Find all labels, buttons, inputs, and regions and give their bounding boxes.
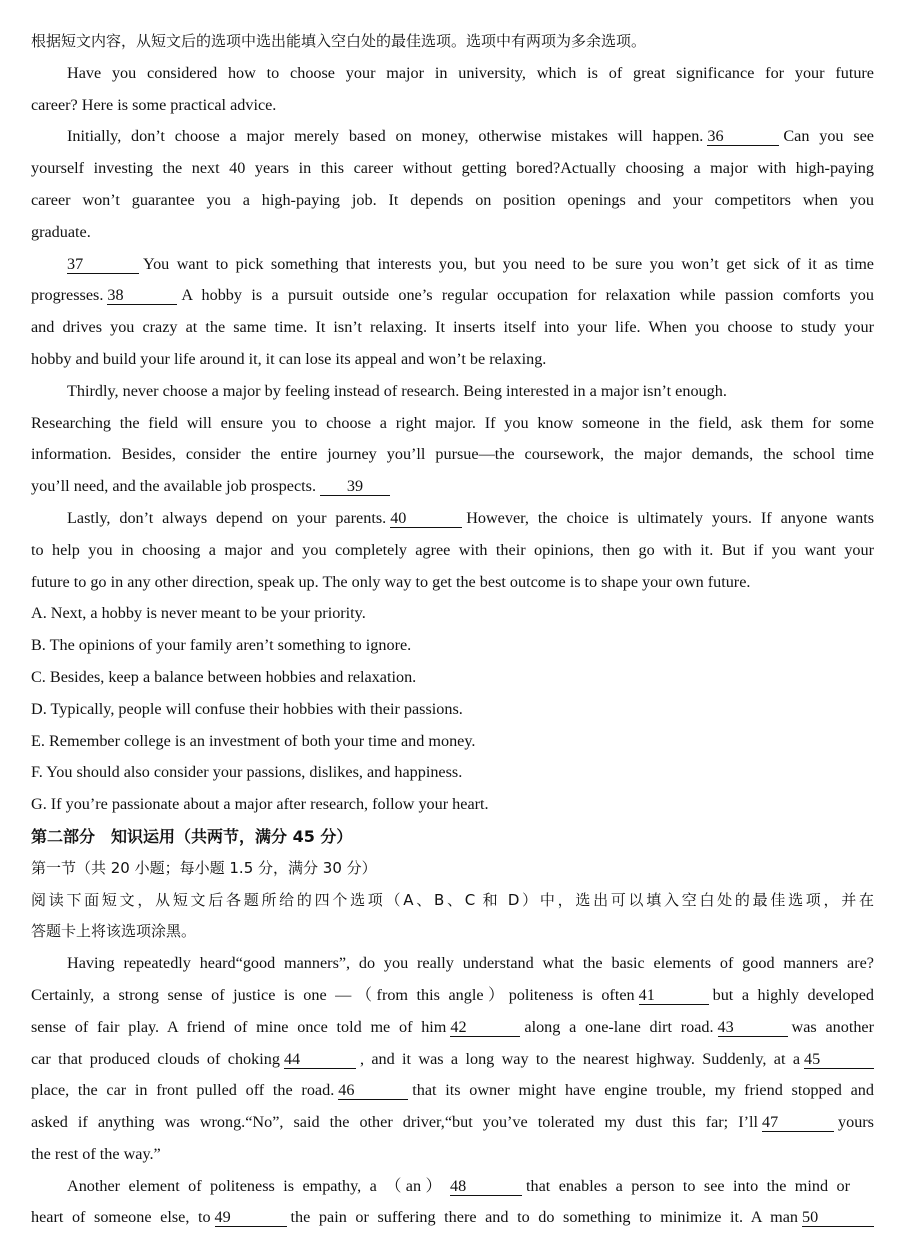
blank-43: 43 [718,1018,788,1037]
passage-line: Having repeatedly heard“good manners”, do you really understand what the basic elements of good manners are? [67,954,874,973]
option-b: B. The opinions of your family aren’t something to ignore. [31,636,412,655]
instruction-text: 根据短文内容，从短文后的选项中选出能填入空白处的最佳选项。选项中有两项为多余选项。 [31,32,647,50]
passage-line: asked if anything was wrong.“No”, said the other driver,“but you’ve tolerated my dust this far; I’ll 47 yours [31,1113,874,1132]
passage-line: heart of someone else, to 49 the pain or suffering there and to do something to minimize it. A man 50 [31,1202,874,1234]
passage-line: Another element of politeness is empathy, a （an） 48 that enables a person to see into the mind or [67,1176,850,1195]
passage-line: car that produced clouds of choking 44 , and it was a long way to the nearest highway. Suddenly, at a 45 [31,1044,874,1076]
blank-47: 47 [762,1113,834,1132]
passage-line: you’ll need, and the available job prospects. 39 [31,471,874,503]
section-title: 第一节（共 20 小题；每小题 1.5 分，满分 30 分） [31,858,377,877]
option-a: A. Next, a hobby is never meant to be your priority. [31,604,366,623]
instruction-text: 阅读下面短文，从短文后各题所给的四个选项（A、B、C 和 D）中，选出可以填入空白处的最佳选项，并在 [31,890,874,909]
passage-line: Thirdly, never choose a major by feeling instead of research. Being interested in a major isn’t enough. [67,381,727,400]
blank-37: 37 [67,255,139,274]
blank-50: 50 [802,1208,874,1227]
option-g: G. If you’re passionate about a major after research, follow your heart. [31,795,489,814]
option-f: F. You should also consider your passions, dislikes, and happiness. [31,763,463,782]
passage-line: progresses. 38 A hobby is a pursuit outside one’s regular occupation for relaxation while passion comforts you [31,286,874,305]
passage-line: Certainly, a strong sense of justice is one —（from this angle）politeness is often 41 but a highly developed [31,985,874,1004]
passage-line: Have you considered how to choose your major in university, which is of great significance for your future [67,63,874,82]
blank-42: 42 [450,1018,520,1037]
passage-line: hobby and build your life around it, it can lose its appeal and won’t be relaxing. [31,349,547,368]
blank-39: 39 [320,477,390,496]
passage-line: career won’t guarantee you a high-paying job. It depends on position openings and your competitors when you [31,190,874,209]
passage-line: career? Here is some practical advice. [31,95,277,114]
part-title: 第二部分 知识运用（共两节，满分 45 分） [31,826,353,846]
instruction-text: 答题卡上将该选项涂黑。 [31,922,197,941]
blank-45: 45 [804,1050,874,1069]
passage-line: information. Besides, consider the entire journey you’ll pursue—the coursework, the major demands, the school time [31,445,874,464]
blank-38: 38 [107,286,177,305]
blank-40: 40 [390,509,462,528]
passage-line: Researching the field will ensure you to choose a right major. If you know someone in the field, ask them for some [31,413,874,432]
passage-line: future to go in any other direction, speak up. The only way to get the best outcome is to shape your own future. [31,572,751,591]
option-c: C. Besides, keep a balance between hobbies and relaxation. [31,667,417,686]
blank-48: 48 [450,1177,522,1196]
blank-36: 36 [707,127,779,146]
blank-46: 46 [338,1081,408,1100]
passage-line: place, the car in front pulled off the road. 46 that its owner might have engine trouble, my friend stopped and [31,1081,874,1100]
blank-41: 41 [639,986,709,1005]
blank-44: 44 [284,1050,356,1069]
passage-line: 37 You want to pick something that interests you, but you need to be sure you won’t get sick of it as time [67,254,874,273]
option-e: E. Remember college is an investment of both your time and money. [31,731,476,750]
option-d: D. Typically, people will confuse their hobbies with their passions. [31,699,463,718]
passage-line: Lastly, don’t always depend on your parents. 40 However, the choice is ultimately yours. If anyone wants [67,508,875,527]
blank-49: 49 [215,1208,287,1227]
passage-line: sense of fair play. A friend of mine once told me of him 42 along a one-lane dirt road. 43 was another [31,1017,874,1036]
passage-line: graduate. [31,222,91,241]
passage-line: Initially, don’t choose a major merely based on money, otherwise mistakes will happen. 36 Can you see [67,127,874,146]
passage-line: the rest of the way.” [31,1144,161,1163]
passage-line: to help you in choosing a major and you completely agree with their opinions, then go with it. But if you want your [31,540,874,559]
passage-line: and drives you crazy at the same time. It isn’t relaxing. It inserts itself into your life. When you choose to study your [31,318,874,337]
passage-line: yourself investing the next 40 years in this career without getting bored?Actually choosing a major with high-paying [31,159,874,178]
